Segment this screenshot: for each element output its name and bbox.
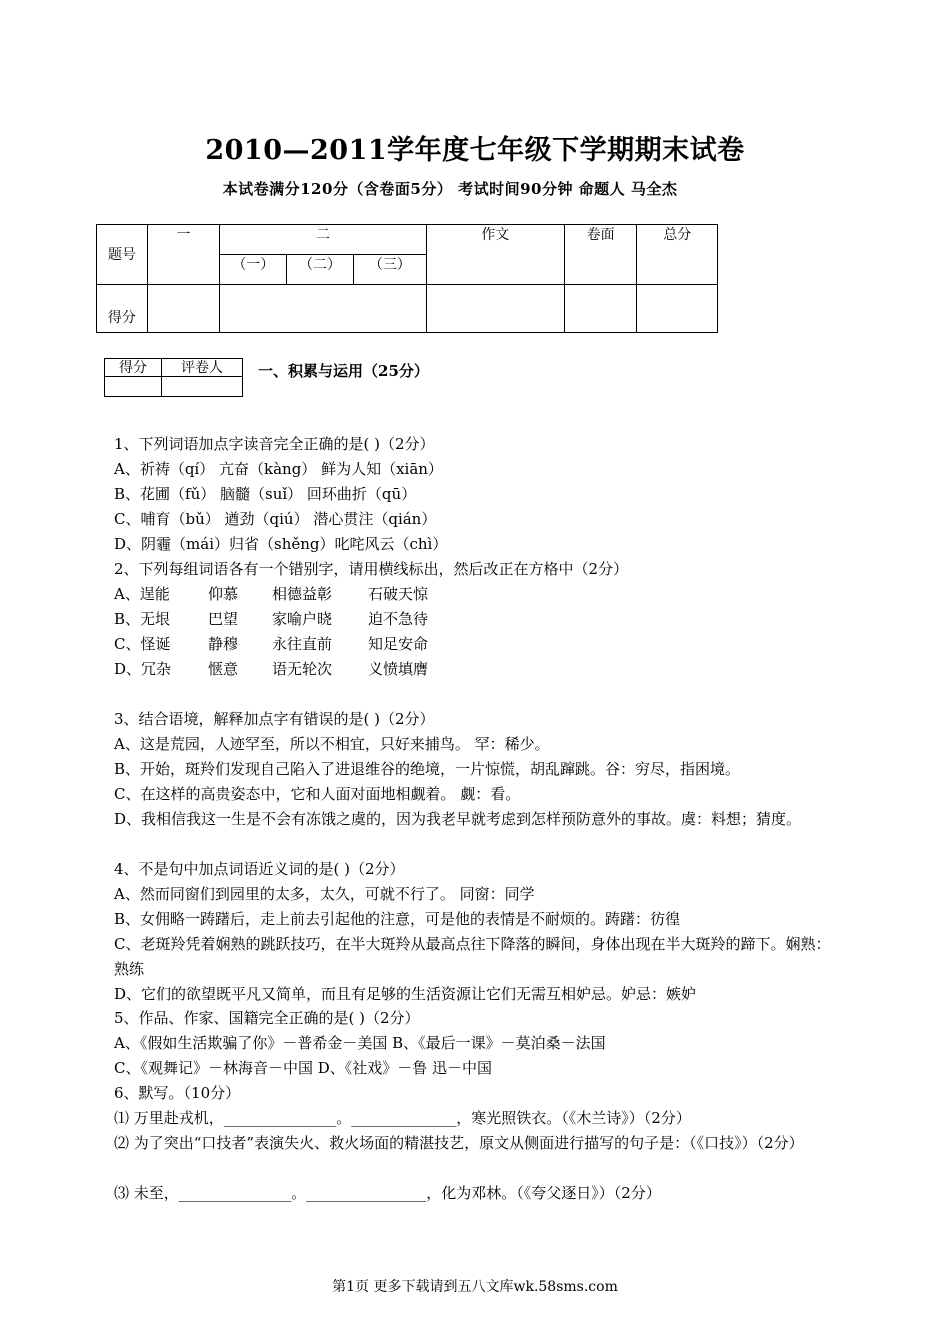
question-line: ⑴ 万里赴戎机，_______________。______________，寒光照铁衣。（《木兰诗》）（2分）: [114, 1109, 691, 1127]
header-zuowen: 作文: [426, 225, 564, 285]
grader-defen: 得分: [105, 359, 162, 377]
page-title: 2010—2011学年度七年级下学期期末试卷: [205, 135, 745, 166]
header-er-1: （一）: [220, 255, 287, 285]
option-row: D、冗杂 惬意 语无轮次 义愤填膺: [114, 660, 429, 678]
grader-table: [104, 358, 243, 397]
option-row: C、怪诞 静穆 永往直前 知足安命: [114, 635, 429, 653]
question-line: ⑵ 为了突出“口技者”表演失火、救火场面的精湛技艺，原文从侧面进行描写的句子是：（《口技》）（2分）: [114, 1134, 804, 1152]
question-line: A、祈祷（qí） 亢奋（kàng） 鲜为人知（xiān）: [114, 460, 443, 478]
header-tihao: 题号: [97, 225, 148, 285]
question-line: D、它们的欲望既平凡又简单，而且有足够的生活资源让它们无需互相妒忌。妒忌：嫉妒: [114, 985, 697, 1003]
score-cell: [147, 285, 220, 333]
question-line: D、我相信我这一生是不会有冻饿之虞的，因为我老早就考虑到怎样预防意外的事故。虞：料想；猜度。: [114, 810, 802, 828]
score-cell: [564, 285, 637, 333]
question-line: A、这是荒园，人迹罕至，所以不相宜，只好来捕鸟。 罕：稀少。: [114, 735, 550, 753]
header-er: 二: [220, 225, 426, 255]
header-er-3: （三）: [353, 255, 426, 285]
question-line: 1、下列词语加点字读音完全正确的是( )（2分）: [114, 435, 435, 453]
question-line: 5、作品、作家、国籍完全正确的是( )（2分）: [114, 1009, 420, 1027]
score-cell: [426, 285, 564, 333]
question-line: 4、不是句中加点词语近义词的是( )（2分）: [114, 860, 405, 878]
page-footer: 第1页 更多下载请到五八文库wk.58sms.com: [332, 1279, 618, 1295]
header-juanmian: 卷面: [564, 225, 637, 285]
question-line: B、花圃（fǔ） 脑髓（suǐ） 回环曲折（qū）: [114, 485, 417, 503]
question-line: C、哺育（bǔ） 遒劲（qiú） 潜心贯注（qián）: [114, 510, 437, 528]
score-cell: [637, 285, 718, 333]
option-row: A、逞能 仰慕 相德益彰 石破天惊: [114, 585, 429, 603]
header-er-2: （二）: [287, 255, 354, 285]
question-line: 2、下列每组词语各有一个错别字，请用横线标出，然后改正在方格中（2分）: [114, 560, 629, 578]
question-line: C、《观舞记》－林海音－中国 D、《社戏》－鲁 迅－中国: [114, 1059, 493, 1077]
question-line: C、在这样的高贵姿态中，它和人面对面地相觑着。 觑：看。: [114, 785, 521, 803]
header-yi: 一: [147, 225, 220, 285]
question-line: 3、结合语境，解释加点字有错误的是( )（2分）: [114, 710, 435, 728]
question-line: D、阴霾（mái）归省（shěng）叱咤风云（chì）: [114, 535, 448, 553]
question-line: C、老斑羚凭着娴熟的跳跃技巧，在半大斑羚从最高点往下降落的瞬间，身体出现在半大斑羚的蹄下。娴熟：熟练: [114, 935, 831, 978]
grader-cell: [162, 377, 243, 397]
row-defen: 得分: [97, 285, 148, 333]
header-zongfen: 总分: [637, 225, 718, 285]
exam-info: 本试卷满分120分（含卷面5分） 考试时间90分钟 命题人 马全杰: [222, 180, 678, 198]
question-line: B、女佣略一踌躇后，走上前去引起他的注意，可是他的表情是不耐烦的。踌躇：彷徨: [114, 910, 681, 928]
question-line: ⑶ 未至，_______________。________________，化为邓林。（《夸父逐日》）（2分）: [114, 1184, 661, 1202]
section-title: 一、积累与运用（25分）: [258, 362, 429, 380]
question-line: 6、默写。（10分）: [114, 1084, 241, 1102]
score-cell: [220, 285, 426, 333]
question-line: A、《假如生活欺骗了你》－普希金－美国 B、《最后一课》－莫泊桑－法国: [114, 1034, 606, 1052]
grader-pingjuanren: 评卷人: [162, 359, 243, 377]
question-line: B、开始，斑羚们发现自己陷入了进退维谷的绝境，一片惊慌，胡乱蹿跳。谷：穷尽，指困境。: [114, 760, 741, 778]
question-line: A、然而同窗们到园里的太多，太久，可就不行了。 同窗：同学: [114, 885, 535, 903]
score-table: [96, 224, 718, 333]
grader-cell: [105, 377, 162, 397]
option-row: B、无垠 巴望 家喻户晓 迫不急待: [114, 610, 429, 628]
